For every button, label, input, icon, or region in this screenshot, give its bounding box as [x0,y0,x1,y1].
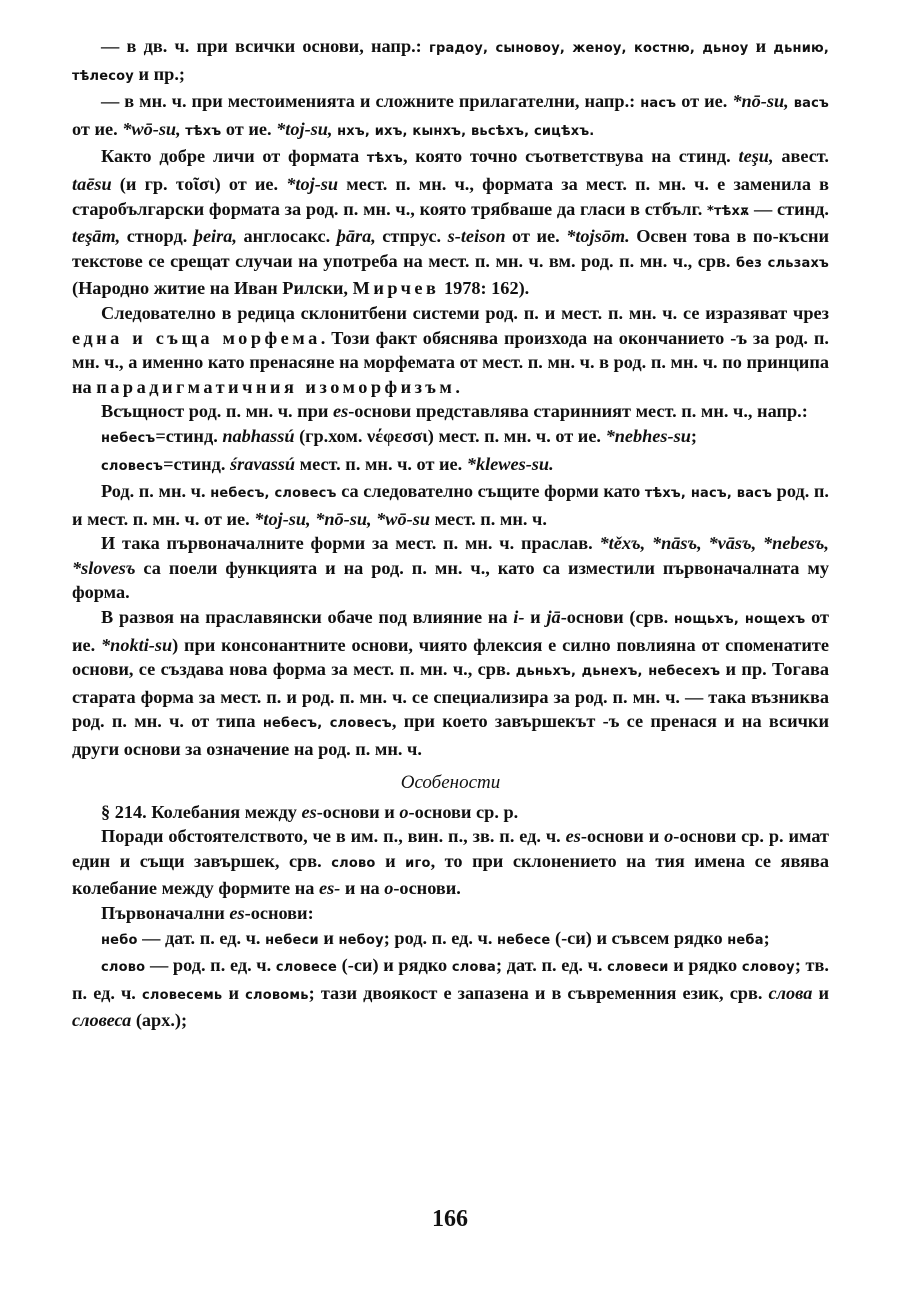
old-bulgarian-text: небесъ, словесъ [210,486,337,502]
text-run: ; род. п. ед. ч. [383,927,497,948]
italic-text: jā [546,607,561,628]
text-run: род. п. и мест. п. мн. ч. от ие. [72,481,830,529]
old-bulgarian-text: дьнию, тѣлесоу [72,41,829,84]
italic-text: es [332,401,349,422]
text-run: И така първоначалните форми за мест. п. мн. ч. праслав. [101,533,600,554]
italic-text: o [664,826,674,847]
italic-text: teşu, [738,146,774,167]
paragraph [72,399,829,424]
paragraph [72,926,829,954]
text-run: и [748,36,774,56]
italic-text: *nokti-su [101,634,173,655]
spaced-text: една и съща морфема [72,327,321,348]
italic-text: es- [318,878,341,899]
paragraph [72,89,829,144]
text-run: и на [340,878,385,899]
text-run: , при което завършекът -ъ се пренася и на всички други основи за означение на род. п. мн. ч. [72,711,829,760]
text-run: , то при склонението на тия имена се явява колебание между формите на [72,850,829,899]
old-bulgarian-text: слово [101,960,146,976]
text-run: =стинд. [155,425,223,446]
text-run: стпрус. [375,226,448,247]
paragraph [72,424,829,452]
old-bulgarian-text: слово [331,855,376,871]
text-run: са следователно същите форми като [336,481,645,502]
text-run: мест. п. мн. ч., формата за мест. п. мн. ч. е заменила в старобългарски формата за род. п. мн. ч., която трябваше да гласи в стбълг. [72,173,829,219]
text-run: (гр.хом. νέφεσσι) мест. п. мн. ч. от ие. [294,425,606,446]
text-run: и рядко [668,955,742,976]
italic-text: nabhassú [222,425,295,446]
text-run: от ие. [72,118,123,139]
text-run: § 214. Колебания между [101,801,302,822]
italic-text: teşām, [72,226,121,247]
spaced-text: Мирчев [352,278,440,299]
italic-text: taēsu [72,173,112,194]
text-run: — стинд. [749,198,829,219]
italic-text: слова [768,982,813,1003]
text-section-features [72,800,829,1033]
text-run: и [222,982,246,1003]
text-run: . [455,376,460,397]
paragraph [72,479,829,531]
old-bulgarian-text: словесемь [141,987,223,1003]
old-bulgarian-text: тѣхъ [366,151,403,167]
paragraph [72,301,829,399]
text-run: -основи. [393,878,461,899]
text-run: (и гр. τοῖσι) от ие. [111,173,287,194]
paragraph [72,605,829,762]
text-section-main [72,34,829,762]
italic-text: þāra, [336,226,376,247]
text-run: -основи ср. р. имат един и същи завършек, срв. [72,826,830,871]
page-body [72,34,829,1033]
paragraph [72,800,829,825]
old-bulgarian-text: нощьхъ, нощехъ [674,612,806,628]
text-run: са поели функцията и на род. п. мн. ч., като са изместили първоначалната му форма. [72,557,829,603]
text-run: авест. [773,146,829,167]
old-bulgarian-text: словеси [607,960,669,976]
old-bulgarian-text: иго [405,855,431,871]
text-run: от ие. [676,91,733,112]
text-run: Първоначални [101,903,230,923]
text-run: и [812,982,829,1003]
italic-text: þeira, [193,226,237,247]
text-run: Следователно в редица склонитбени системи род. п. и мест. п. мн. ч. се изразяват чрез [101,302,829,323]
text-run: (арх.); [131,1010,188,1031]
text-run: и [375,850,406,871]
text-run: и [524,607,547,628]
text-run: (-си) и рядко [336,955,452,976]
italic-text: *tojsōm. [566,226,630,247]
old-bulgarian-text: словоу [741,960,795,976]
text-run: ; дат. п. ед. ч. [495,955,608,976]
text-run: -основи и [580,826,665,847]
text-run: (-си) и съвсем рядко [550,927,728,948]
text-run: — в мн. ч. при местоименията и сложните прилагателни, напр.: [101,91,641,112]
page-number: 166 [432,1206,468,1232]
text-run: мест. п. мн. ч. [430,508,547,529]
text-run: . Този факт обяснява произхода на окончанието -ъ за род. п. мн. ч., а именно като пренасяне на морфемата от мест. п. мн. ч. в род. п. мн. ч. по принципа на [72,327,829,397]
text-run: 1978: 162). [439,278,530,299]
text-run: -основи (срв. [560,607,674,628]
text-run: =стинд. [163,453,231,474]
old-bulgarian-text: небесъ [101,430,156,446]
italic-text: *toj-su [286,173,339,194]
text-run: и [318,927,339,948]
old-bulgarian-text: небесе [496,932,551,948]
old-bulgarian-text: тѣхъ, насъ, васъ [644,486,773,502]
old-bulgarian-text: дьньхъ, дьнехъ, небесехъ [515,664,721,680]
old-bulgarian-text: небоу [338,932,384,948]
text-run: и пр. Тогава старата форма за мест. п. и род. п. мн. ч. се специализира за род. п. мн. ч. — така възниква род. п. мн. ч. от типа [72,659,829,732]
text-run: ; тази двоякост е запазена и в съвременния език, срв. [308,982,769,1003]
paragraph [72,901,829,926]
text-run: Поради обстоятелството, че в им. п., вин. п., зв. п. ед. ч. [101,826,566,847]
text-run: ; [763,927,770,948]
paragraph [72,824,829,901]
old-bulgarian-text: небо [101,932,138,948]
italic-text: śravassú [230,453,296,474]
old-bulgarian-text: градоу, сыновоу, женоу, костню, дьноу [428,41,749,56]
old-bulgarian-text: насъ [640,96,677,112]
text-run: — род. п. ед. ч. [145,955,276,976]
section-heading: Особености [400,771,501,793]
italic-text: i- [513,607,525,628]
paragraph [72,953,829,1033]
paragraph [72,531,829,605]
text-run: (Народно житие на Иван Рилски, [72,278,353,299]
paragraph [72,144,829,301]
old-bulgarian-text: небесъ, словесъ [262,716,392,732]
italic-text: *nō-su, [732,91,789,112]
italic-text: словеса [72,1010,132,1031]
old-bulgarian-text: нхъ, ихъ, кынхъ, вьсѣхъ, сицѣхъ. [337,123,595,139]
italic-text: o [384,878,394,899]
text-run: англосакс. [236,226,337,247]
italic-text: *nebhes-su [605,425,691,446]
italic-text: *wō-su, [122,118,181,139]
italic-text: *těxъ, *nāsъ, *vāsъ, *nebesъ, *slovesъ [72,533,829,578]
spaced-text: парадигматичния изоморфизъм [96,376,456,397]
text-run: Всъщност род. п. мн. ч. при [101,401,333,422]
text-run: -основи ср. р. [408,801,519,822]
text-run: -основи: [244,903,314,923]
italic-text: *toj-su, *nō-su, *wō-su [254,508,431,529]
old-bulgarian-text: *тѣхѫ [707,203,750,219]
text-run: — дат. п. ед. ч. [137,927,266,948]
italic-text: es [229,903,245,923]
paragraph [72,452,829,480]
old-bulgarian-text: словесъ [101,458,164,474]
old-bulgarian-text: слова [451,960,496,976]
text-run: от ие. [505,226,567,247]
old-bulgarian-text: словомь [245,987,309,1003]
old-bulgarian-text: словесе [275,960,337,976]
text-run: ; [690,425,697,446]
old-bulgarian-text: тѣхъ [185,123,222,139]
text-run: от ие. [221,118,277,139]
italic-text: es [301,801,317,822]
text-run: -основи и [316,801,400,822]
old-bulgarian-text: васъ [793,96,830,112]
text-run: от ие. [72,607,830,655]
italic-text: o [399,801,409,822]
paragraph [72,34,829,89]
italic-text: es [565,826,581,847]
text-run: ) при консонантните основи, чиято флексия е силно повлияна от споменатите основи, се създава нова форма за мест. п. мн. ч., срв. [72,634,829,680]
old-bulgarian-text: неба [727,932,764,948]
italic-text: *toj-su, [276,118,333,139]
text-run: , която точно съответствува на стинд. [402,146,739,167]
text-run: -основи представлява старинният мест. п. мн. ч., напр.: [348,401,808,422]
italic-text: s-teison [447,226,506,247]
text-run: Освен това в по-късни текстове се срещат случаи на употреба на мест. п. мн. ч. вм. род. п. мн. ч., срв. [72,226,830,271]
italic-text: *klewes-su. [466,453,554,474]
text-run: В развоя на праславянски обаче под влияние на [101,607,514,628]
text-run: — в дв. ч. при всички основи, напр.: [101,36,429,56]
text-run: мест. п. мн. ч. от ие. [295,453,467,474]
text-run: ; тв. п. ед. ч. [72,955,829,1003]
text-run: стнорд. [120,226,194,247]
text-run: Както добре личи от формата [101,146,367,167]
old-bulgarian-text: небеси [265,932,319,948]
text-run: Род. п. мн. ч. [101,481,211,502]
old-bulgarian-text: без сльзахъ [735,255,830,271]
text-run: и пр.; [133,63,185,84]
